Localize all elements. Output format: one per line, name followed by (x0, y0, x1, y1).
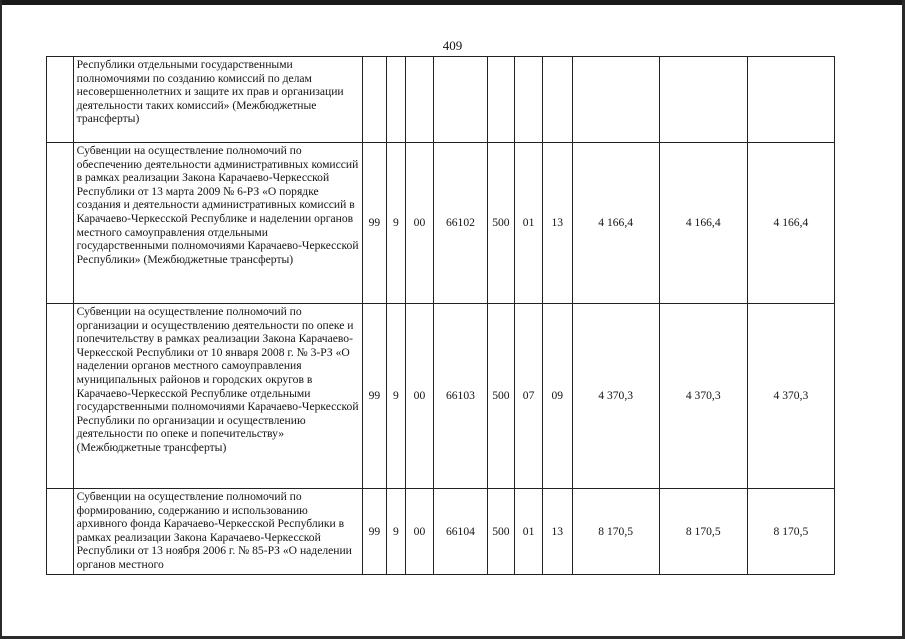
amount-cell (659, 489, 747, 575)
code-cell: 66103 (434, 304, 487, 489)
amount-cell (747, 143, 834, 304)
amount-value: 8 170,5 (685, 524, 721, 538)
code-cell: 00 (405, 143, 434, 304)
code-cell: 13 (542, 489, 572, 575)
code-cell (434, 57, 487, 143)
page-number: 409 (442, 38, 463, 53)
code-cell: 01 (515, 489, 543, 575)
code-cell: 01 (515, 143, 543, 304)
amount-cell (659, 143, 747, 304)
amount-cell (572, 489, 659, 575)
code-cell: 99 (362, 143, 387, 304)
amount-value: 4 370,3 (685, 389, 721, 403)
amount-cell (572, 57, 659, 143)
code-cell: 99 (362, 304, 387, 489)
amount-value: 4 166,4 (773, 216, 809, 230)
code-cell: 9 (387, 143, 405, 304)
amount-value: 4 166,4 (685, 216, 721, 230)
code-cell (542, 57, 572, 143)
code-cell: 07 (515, 304, 543, 489)
code-cell (387, 57, 405, 143)
amount-cell (747, 304, 834, 489)
table-row (47, 489, 835, 575)
code-cell: 00 (405, 304, 434, 489)
amount-cell (572, 143, 659, 304)
amount-value: 4 370,3 (773, 389, 809, 403)
amount-cell (659, 304, 747, 489)
code-cell: 500 (487, 489, 515, 575)
table-row (47, 57, 835, 143)
code-cell: 9 (387, 304, 405, 489)
table-row (47, 143, 835, 304)
amount-cell (747, 489, 834, 575)
amount-cell (659, 57, 747, 143)
table-row (47, 304, 835, 489)
code-cell: 00 (405, 489, 434, 575)
code-cell (515, 57, 543, 143)
code-cell: 99 (362, 489, 387, 575)
code-cell: 9 (387, 489, 405, 575)
index-cell (47, 57, 74, 143)
code-cell: 13 (542, 143, 572, 304)
scan-edge-top (0, 0, 905, 5)
description-cell: Субвенции на осуществление полномочий по формированию, содержанию и использованию архивного фонда Карачаево-Черкесской Республики в рамках реализации Закона Карачаево-Черкесской Республики от 13 ноября 2006 г. № 85-РЗ «О наделении органов местного (73, 489, 362, 575)
code-cell: 66104 (434, 489, 487, 575)
code-cell: 09 (542, 304, 572, 489)
budget-table (46, 56, 835, 575)
amount-value: 4 370,3 (598, 389, 634, 403)
code-cell: 66102 (434, 143, 487, 304)
amount-cell (572, 304, 659, 489)
description-cell: Республики отдельными государственными полномочиями по созданию комиссий по делам несовершеннолетних и защите их прав и организации деятельности таких комиссий» (Межбюджетные трансферты) (73, 57, 362, 143)
index-cell (47, 304, 74, 489)
code-cell (405, 57, 434, 143)
code-cell: 500 (487, 143, 515, 304)
code-cell (487, 57, 515, 143)
description-cell: Субвенции на осуществление полномочий по организации и осуществлению деятельности по опеке и попечительству в рамках реализации Закона Карачаево-Черкесской Республики от 10 января 2008 г. № 3-РЗ «О наделении органов местного самоуправления муниципальных районов и городских округов в Карачаево-Черкесской Республике отдельными государственными полномочиями Карачаево-Черкесской Республики по организации и осуществлению деятельности по опеке и попечительству» (Межбюджетные трансферты) (73, 304, 362, 489)
code-cell (362, 57, 387, 143)
amount-value: 8 170,5 (598, 524, 634, 538)
description-cell: Субвенции на осуществление полномочий по обеспечению деятельности административных комиссий в рамках реализации Закона Карачаево-Черкесской Республики от 13 марта 2009 № 6-РЗ «О порядке создания и деятельности административных комиссий в Карачаево-Черкесской Республике и наделении органов местного самоуправления отдельными государственными полномочиями Карачаево-Черкесской Республики» (Межбюджетные трансферты) (73, 143, 362, 304)
amount-value: 8 170,5 (773, 524, 809, 538)
amount-cell (747, 57, 834, 143)
index-cell (47, 143, 74, 304)
scan-edge-left (0, 0, 2, 639)
amount-value: 4 166,4 (598, 216, 634, 230)
index-cell (47, 489, 74, 575)
code-cell: 500 (487, 304, 515, 489)
